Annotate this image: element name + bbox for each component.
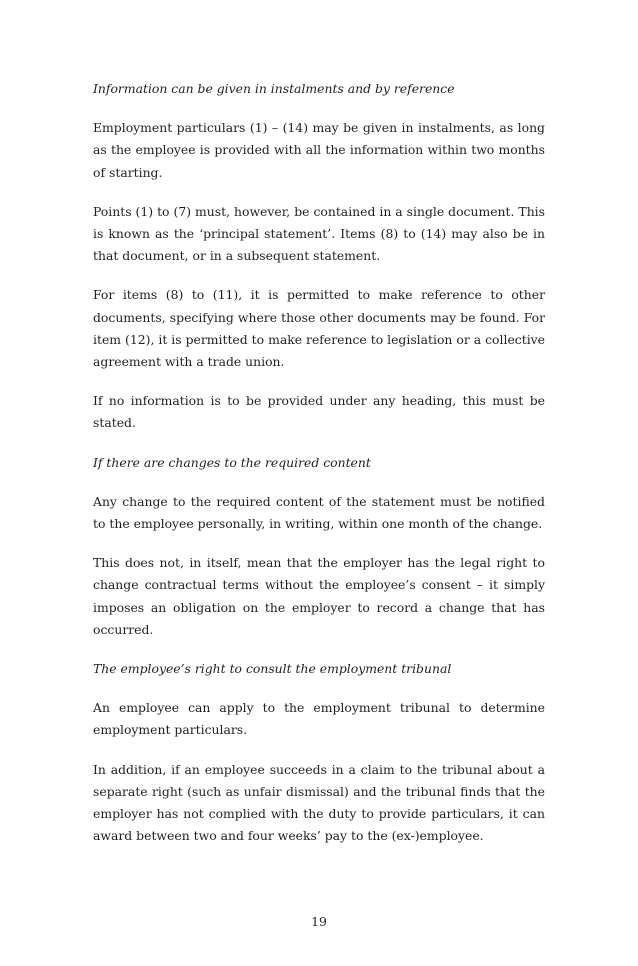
paragraph-principal-statement: Points (1) to (7) must, however, be contained in a single document. This is known as the ‘principal statement’. Items (8) to (14) may also be in that document, or in a subsequent statement. [93,203,545,264]
paragraph-legal-right: This does not, in itself, mean that the employer has the legal right to change contractual terms without the employee’s consent – it simply imposes an obligation on the employer to record a change that has occurred. [93,555,545,637]
paragraph-tribunal-apply: An employee can apply to the employment tribunal to determine employment particulars. [93,700,545,738]
paragraph-no-information: If no information is to be provided under any heading, this must be stated. [93,393,545,431]
paragraph-instalments: Employment particulars (1) – (14) may be given in instalments, as long as the employee is provided with all the information within two months of starting. [93,120,545,180]
page-number: 19 [311,914,327,929]
paragraph-reference-documents: For items (8) to (11), it is permitted to make reference to other documents, specifying where those other documents may be found. For item (12), it is permitted to make reference to legislation or a collective agreement with a trade union. [93,287,545,370]
paragraph-tribunal-award: In addition, if an employee succeeds in a claim to the tribunal about a separate right (such as unfair dismissal) and the tribunal finds that the employer has not complied with the duty to provide particulars, it can award between two and four weeks’ pay to the (ex-)employee. [93,761,545,844]
section-heading-tribunal: The employee’s right to consult the employment tribunal [93,661,452,677]
section-heading-changes: If there are changes to the required content [93,454,371,470]
paragraph-change-notification: Any change to the required content of the statement must be notified to the employee personally, in writing, within one month of the change. [93,493,545,532]
page-content [93,78,545,847]
section-heading-instalments: Information can be given in instalments and by reference [93,81,455,96]
